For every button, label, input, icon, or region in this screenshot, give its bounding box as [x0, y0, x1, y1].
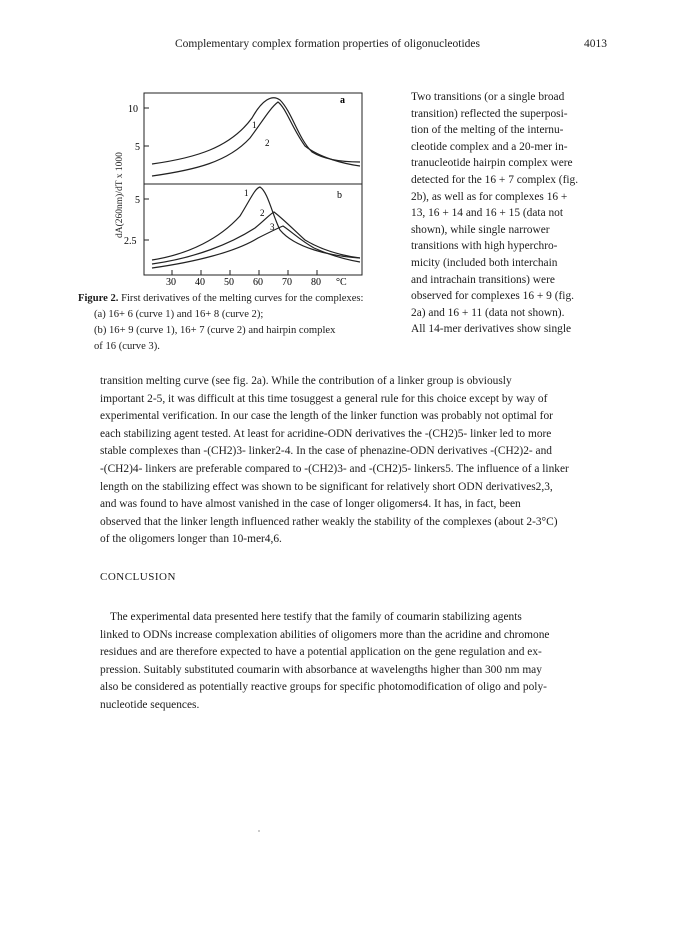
text-line: 2b), as well as for complexes 16 + [411, 190, 568, 203]
text-line: tion of the melting of the internu- [411, 124, 564, 137]
caption-line-4: of 16 (curve 3). [94, 341, 160, 352]
caption-line-3: (b) 16+ 9 (curve 1), 16+ 7 (curve 2) and hairpin complex [94, 325, 336, 336]
y-tick-b-5: 5 [135, 195, 140, 206]
text-line: transitions with high hyperchro- [411, 240, 558, 253]
text-line: each stabilizing agent tested. At least for acridine-ODN derivatives the -(CH2)5- linker led to more [100, 427, 552, 440]
panel-b-curve-label-2: 2 [260, 208, 265, 218]
panel-b-label: b [337, 190, 342, 201]
caption-line-2: (a) 16+ 6 (curve 1) and 16+ 8 (curve 2); [94, 309, 264, 320]
x-ticks [172, 270, 317, 275]
panel-b-curve-1 [152, 187, 360, 260]
x-tick-80: 80 [311, 277, 321, 288]
y-tick-a-5: 5 [135, 142, 140, 153]
x-tick-60: 60 [253, 277, 263, 288]
panel-b-curve-label-3: 3 [270, 222, 275, 232]
melting-derivative-plot [100, 88, 400, 288]
text-line: The experimental data presented here testify that the family of coumarin stabilizing agents [110, 611, 522, 623]
text-line: residues and are therefore expected to have a potential application on the gene regulation and ex- [100, 646, 542, 659]
x-unit: °C [336, 277, 347, 288]
running-title: Complementary complex formation properties of oligonucleotides [175, 38, 480, 50]
panel-a-curve-2 [152, 102, 360, 176]
conclusion-paragraph [100, 609, 614, 715]
panel-a-label: a [340, 95, 345, 106]
caption-line-1: First derivatives of the melting curves for the complexes: [121, 293, 364, 304]
text-line: -(CH2)4- linkers are preferable compared to -(CH2)3- and -(CH2)5- linkers5. The influence of a linker [100, 462, 569, 475]
text-line: and was found to have almost vanished in the case of longer oligomers4. It has, in fact, been [100, 498, 521, 511]
text-line: of the oligomers longer than 10-mer4,6. [100, 533, 282, 546]
text-line: transition melting curve (see fig. 2a). While the contribution of a linker group is obviously [100, 375, 512, 387]
panel-b-curve-label-1: 1 [244, 188, 249, 198]
text-line: shown), while single narrower [411, 223, 550, 236]
text-line: micity (included both interchain [411, 256, 558, 269]
text-line: detected for the 16 + 7 complex (fig. [411, 173, 579, 186]
text-line: observed that the linker length influenced rather weakly the stability of the complexes (about 2-3°C) [100, 515, 558, 528]
scan-speck [258, 830, 260, 832]
text-line: pression. Suitably substituted coumarin with absorbance at wavelengths higher than 300 nm may [100, 663, 542, 676]
figure-label: Figure 2. [78, 293, 119, 304]
text-line: tranucleotide hairpin complex were [411, 157, 573, 170]
figure-2-chart [100, 88, 400, 288]
panel-b-curve-3 [152, 226, 360, 268]
y-tick-b-2-5: 2.5 [124, 236, 137, 247]
body-paragraph [100, 373, 614, 549]
text-line: observed for complexes 16 + 9 (fig. [411, 290, 575, 303]
panel-a-curve-label-1: 1 [252, 120, 257, 130]
text-line: 13, 16 + 14 and 16 + 15 (data not [411, 207, 564, 220]
y-axis-label: dA(260nm)/dT x 1000 [115, 152, 125, 238]
page-number: 4013 [584, 38, 607, 50]
text-line: length on the stabilizing effect was shown to be significant for relatively short ODN derivatives2,3, [100, 480, 553, 493]
x-tick-70: 70 [282, 277, 292, 288]
x-tick-40: 40 [195, 277, 205, 288]
panel-a-curve-label-2: 2 [265, 138, 270, 148]
panel-b-curve-2 [152, 212, 360, 264]
text-line: transition) reflected the superposi- [411, 107, 568, 120]
y-tick-a-10: 10 [128, 104, 138, 115]
panel-a-curve-1 [152, 98, 360, 164]
text-line: also be considered as potentially reactive groups for specific photomodification of oligo and poly- [100, 681, 547, 694]
text-line: linked to ODNs increase complexation abilities of oligomers more than the acridine and chromone [100, 628, 550, 641]
text-line: All 14-mer derivatives show single [411, 323, 572, 336]
text-line: important 2-5, it was difficult at this time tosuggest a general rule for this choice except by way of [100, 392, 548, 405]
figure-caption [78, 291, 408, 355]
x-tick-50: 50 [224, 277, 234, 288]
text-line: experimental verification. In our case the length of the linker function was probably not optimal for [100, 410, 553, 423]
text-line: cleotide complex and a 20-mer in- [411, 140, 568, 153]
text-line: 2a) and 16 + 11 (data not shown). [411, 306, 565, 319]
text-line: stable complexes than -(CH2)3- linker2-4. In the case of phenazine-ODN derivatives -(CH2)2- and [100, 445, 552, 458]
text-line: and intrachain transitions) were [411, 273, 555, 286]
text-line: Two transitions (or a single broad [411, 91, 565, 103]
text-line: nucleotide sequences. [100, 698, 200, 711]
section-heading: CONCLUSION [100, 571, 176, 583]
x-tick-30: 30 [166, 277, 176, 288]
page-header [0, 38, 680, 54]
right-column-text [411, 89, 611, 338]
